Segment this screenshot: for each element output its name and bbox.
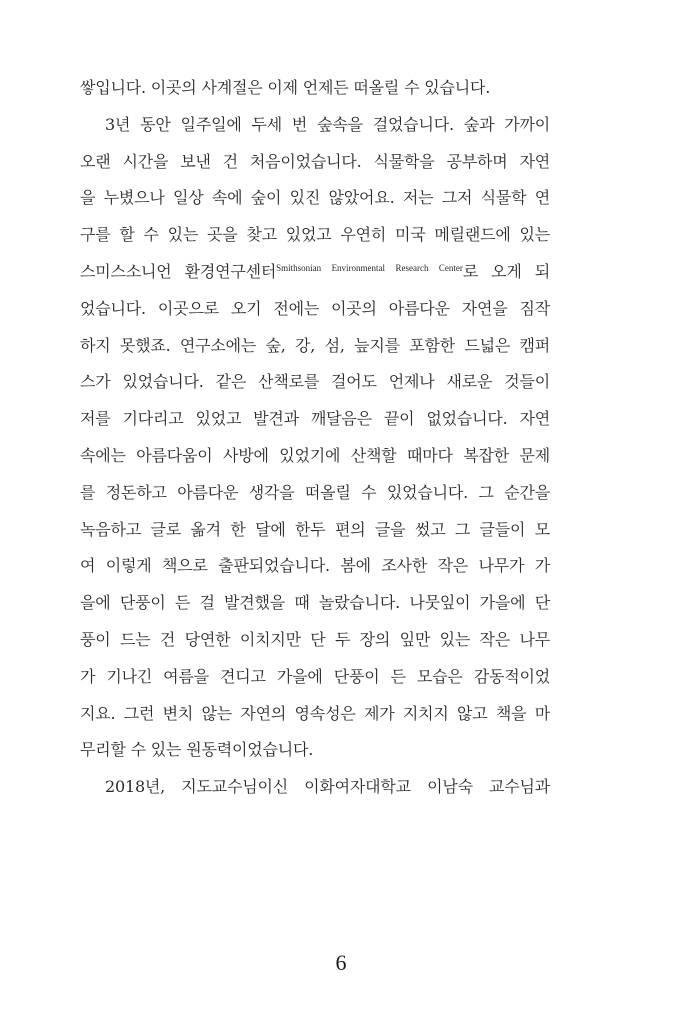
- paragraph-start-line: 2018년, 지도교수님이신 이화여자대학교 이남숙 교수님과: [105, 777, 550, 797]
- page-number: 6: [335, 950, 347, 975]
- text-line-with-gloss: [80, 254, 550, 291]
- paragraph-start-line: 3년 동안 일주일에 두세 번 숲속을 걸었습니다. 숲과 가까이: [105, 114, 550, 134]
- text-continuation: 로 오게 되: [462, 261, 550, 281]
- text-line: 풍이 드는 건 당연한 이치지만 단 두 장의 잎만 있는 작은 나무: [80, 629, 550, 649]
- korean-term: 스미스소니언 환경연구센터: [80, 261, 277, 281]
- text-line: 을 누볐으나 일상 속에 숲이 있진 않았어요. 저는 그저 식물학 연: [80, 188, 550, 208]
- text-line: 가 기나긴 여름을 견디고 가을에 단풍이 든 모습은 감동적이었: [80, 666, 550, 686]
- text-line: 구를 할 수 있는 곳을 찾고 있었고 우연히 미국 메릴랜드에 있는: [80, 225, 550, 245]
- paragraph-end-line: 무리할 수 있는 원동력이었습니다.: [80, 740, 314, 760]
- text-line: 저를 기다리고 있었고 발견과 깨달음은 끝이 없었습니다. 자연: [80, 409, 550, 429]
- text-line: 하지 못했죠. 연구소에는 숲, 강, 섬, 늪지를 포함한 드넓은 캠퍼: [80, 335, 550, 355]
- text-line: 오랜 시간을 보낸 건 처음이었습니다. 식물학을 공부하며 자연: [80, 151, 550, 171]
- text-line: 었습니다. 이곳으로 오기 전에는 이곳의 아름다운 자연을 짐작: [80, 298, 550, 318]
- text-line: 을에 단풍이 든 걸 발견했을 때 놀랐습니다. 나뭇잎이 가을에 단: [80, 593, 550, 613]
- text-line: 쌓입니다. 이곳의 사계절은 이제 언제든 떠올릴 수 있습니다.: [80, 78, 491, 97]
- text-line: 를 정돈하고 아름다운 생각을 떠올릴 수 있었습니다. 그 순간을: [80, 482, 550, 502]
- text-line: 속에는 아름다움이 사방에 있었기에 산책할 때마다 복잡한 문제: [80, 445, 550, 465]
- text-line: 여 이렇게 책으로 출판되었습니다. 봄에 조사한 작은 나무가 가: [80, 556, 550, 576]
- text-line: 녹음하고 글로 옮겨 한 달에 한두 편의 글을 썼고 그 글들이 모: [80, 519, 550, 539]
- english-gloss: Smithsonian Environmental Research Center: [276, 262, 463, 273]
- text-line: 스가 있었습니다. 같은 산책로를 걸어도 언제나 새로운 것들이: [80, 372, 550, 392]
- book-page-body: [80, 70, 550, 806]
- text-line: 지요. 그런 변치 않는 자연의 영속성은 제가 지치지 않고 책을 마: [80, 703, 550, 723]
